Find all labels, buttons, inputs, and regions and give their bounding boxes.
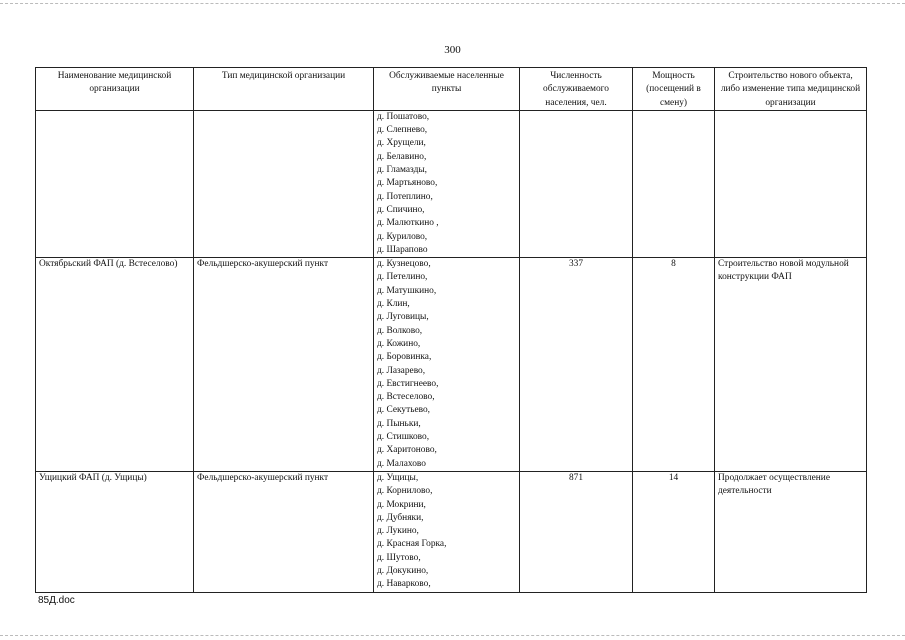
settlement-item: д. Кузнецово,	[377, 259, 431, 270]
settlement-item: д. Лукино,	[377, 526, 419, 537]
scan-edge-bottom	[0, 635, 905, 636]
header-settlements: Обслуживаемые населенные пункты	[374, 68, 520, 111]
settlements-cell	[374, 110, 520, 257]
header-name: Наименование медицинской организации	[36, 68, 194, 111]
org-name-cell	[36, 110, 194, 257]
settlement-item: д. Курилово,	[377, 231, 428, 242]
settlement-item: д. Малюткино ,	[377, 218, 439, 229]
settlement-item: д. Малахово	[377, 458, 426, 469]
settlement-item: д. Евстигнеево,	[377, 378, 439, 389]
settlement-item: д. Клин,	[377, 299, 410, 310]
org-name-cell: Ущицкий ФАП (д. Ущицы)	[36, 471, 194, 592]
population-cell: 337	[520, 258, 633, 472]
org-name-cell: Октябрьский ФАП (д. Встеселово)	[36, 258, 194, 472]
settlement-item: д. Стишково,	[377, 432, 430, 443]
action-cell: Строительство новой модульной конструкции ФАП	[715, 258, 867, 472]
org-type-cell	[194, 110, 374, 257]
file-name-footer: 85Д.doc	[38, 595, 75, 606]
capacity-cell: 14	[633, 471, 715, 592]
settlement-item: д. Спичино,	[377, 204, 425, 215]
settlement-item: д. Гламазды,	[377, 165, 427, 176]
settlement-item: д. Пыньки,	[377, 418, 421, 429]
org-type-cell: Фельдшерско-акушерский пункт	[194, 258, 374, 472]
action-cell: Продолжает осуществление деятельности	[715, 471, 867, 592]
settlement-item: д. Харитоново,	[377, 445, 437, 456]
header-population: Численность обслуживаемого населения, чел.	[520, 68, 633, 111]
settlement-item: д. Мартьяново,	[377, 178, 438, 189]
settlement-item: д. Слепнево,	[377, 125, 428, 136]
settlement-item: д. Лазарево,	[377, 365, 426, 376]
page-number: 300	[444, 44, 461, 56]
settlement-item: д. Волково,	[377, 325, 423, 336]
settlement-item: д. Наварково,	[377, 579, 431, 590]
settlement-item: д. Кожино,	[377, 338, 421, 349]
settlement-item: д. Ущицы,	[377, 472, 419, 483]
medical-organizations-table	[35, 67, 867, 593]
org-type-cell: Фельдшерско-акушерский пункт	[194, 471, 374, 592]
settlement-item: д. Шутово,	[377, 552, 421, 563]
settlement-item: д. Луговицы,	[377, 312, 429, 323]
settlement-item: д. Белавино,	[377, 151, 427, 162]
population-cell	[520, 110, 633, 257]
settlement-item: д. Встеселово,	[377, 392, 435, 403]
settlements-cell	[374, 258, 520, 472]
settlement-item: д. Хрущели,	[377, 138, 426, 149]
settlement-item: д. Корнилово,	[377, 486, 433, 497]
header-capacity: Мощность (посещений в смену)	[633, 68, 715, 111]
settlement-item: д. Петелино,	[377, 272, 428, 283]
table-row	[36, 110, 867, 257]
settlement-item: д. Мокрини,	[377, 499, 426, 510]
population-cell: 871	[520, 471, 633, 592]
settlements-cell	[374, 471, 520, 592]
scan-edge-top	[0, 3, 905, 4]
settlement-item: д. Дубняки,	[377, 512, 424, 523]
table-row	[36, 258, 867, 472]
action-cell	[715, 110, 867, 257]
settlement-item: д. Красная Горка,	[377, 539, 447, 550]
settlement-item: д. Докукино,	[377, 565, 429, 576]
settlement-item: д. Пошатово,	[377, 111, 430, 122]
settlement-item: д. Боровинка,	[377, 352, 432, 363]
settlement-item: д. Шарапово	[377, 244, 428, 255]
table-row	[36, 471, 867, 592]
settlement-item: д. Потеплино,	[377, 191, 433, 202]
header-type: Тип медицинской организации	[194, 68, 374, 111]
settlement-item: д. Матушкино,	[377, 285, 437, 296]
header-action: Строительство нового объекта, либо изменение типа медицинской организации	[715, 68, 867, 111]
capacity-cell	[633, 110, 715, 257]
settlement-item: д. Секутьево,	[377, 405, 431, 416]
capacity-cell: 8	[633, 258, 715, 472]
table-header-row	[36, 68, 867, 111]
